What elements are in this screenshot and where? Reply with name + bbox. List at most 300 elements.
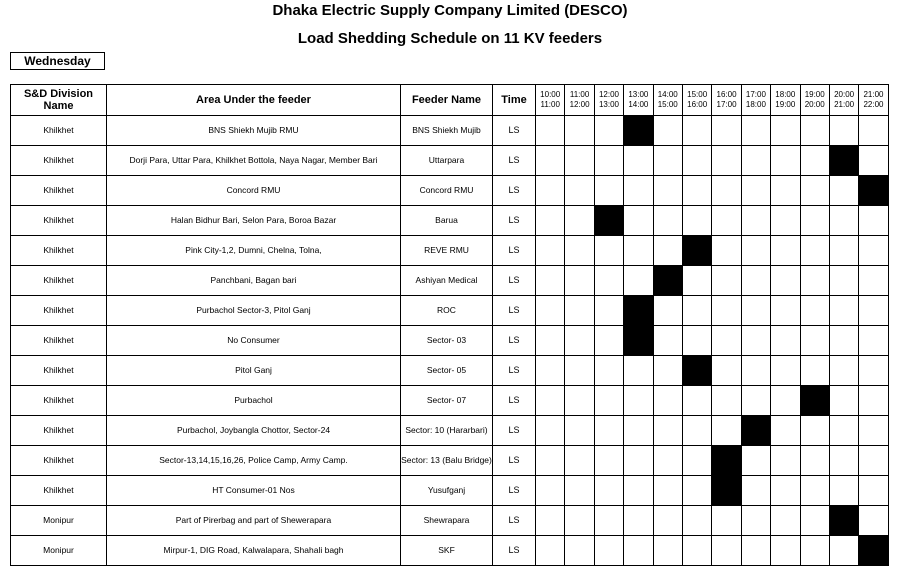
division-cell: Khilkhet (11, 206, 107, 236)
shedding-slot-empty (624, 236, 653, 266)
slot-start: 11:00 (569, 90, 590, 99)
area-cell: Concord RMU (107, 176, 401, 206)
shedding-slot-empty (712, 386, 741, 416)
shedding-slot-filled (741, 416, 770, 446)
time-cell: LS (493, 116, 536, 146)
shedding-slot-empty (859, 326, 888, 356)
shedding-slot-empty (682, 386, 711, 416)
shedding-slot-filled (712, 446, 741, 476)
shedding-slot-empty (653, 356, 682, 386)
shedding-slot-empty (565, 446, 594, 476)
shedding-slot-empty (771, 146, 800, 176)
header-slot (653, 85, 682, 116)
header-slot (800, 85, 829, 116)
shedding-slot-empty (800, 296, 829, 326)
shedding-slot-empty (829, 266, 858, 296)
feeder-cell: Sector- 05 (401, 356, 493, 386)
shedding-slot-empty (712, 356, 741, 386)
shedding-slot-empty (536, 296, 565, 326)
shedding-slot-empty (653, 446, 682, 476)
shedding-slot-empty (653, 386, 682, 416)
table-row (11, 446, 889, 476)
header-slot (829, 85, 858, 116)
shedding-slot-empty (536, 386, 565, 416)
shedding-slot-empty (565, 386, 594, 416)
shedding-slot-empty (565, 356, 594, 386)
shedding-slot-empty (682, 176, 711, 206)
shedding-slot-empty (771, 266, 800, 296)
division-cell: Khilkhet (11, 266, 107, 296)
shedding-slot-empty (594, 266, 623, 296)
shedding-slot-empty (741, 236, 770, 266)
time-cell: LS (493, 296, 536, 326)
table-row (11, 506, 889, 536)
shedding-slot-empty (594, 326, 623, 356)
time-cell: LS (493, 386, 536, 416)
shedding-slot-empty (712, 416, 741, 446)
shedding-slot-empty (682, 296, 711, 326)
slot-end: 12:00 (569, 100, 590, 109)
shedding-slot-empty (682, 206, 711, 236)
shedding-slot-empty (741, 536, 770, 566)
shedding-slot-empty (536, 146, 565, 176)
company-title: Dhaka Electric Supply Company Limited (DESCO) (272, 2, 628, 19)
shedding-slot-empty (771, 296, 800, 326)
shedding-slot-empty (800, 536, 829, 566)
shedding-slot-empty (771, 236, 800, 266)
table-row (11, 266, 889, 296)
division-cell: Khilkhet (11, 416, 107, 446)
shedding-slot-empty (624, 176, 653, 206)
shedding-slot-empty (594, 386, 623, 416)
slot-start: 19:00 (804, 90, 825, 99)
shedding-slot-empty (859, 236, 888, 266)
shedding-slot-filled (712, 476, 741, 506)
shedding-slot-empty (653, 416, 682, 446)
slot-start: 14:00 (657, 90, 678, 99)
slot-end: 21:00 (834, 100, 855, 109)
feeder-cell: Ashiyan Medical (401, 266, 493, 296)
header-slot (624, 85, 653, 116)
shedding-slot-filled (594, 206, 623, 236)
shedding-slot-empty (624, 506, 653, 536)
shedding-slot-empty (829, 356, 858, 386)
shedding-slot-empty (712, 326, 741, 356)
shedding-slot-empty (800, 146, 829, 176)
shedding-slot-empty (800, 356, 829, 386)
shedding-slot-empty (800, 176, 829, 206)
shedding-slot-empty (594, 176, 623, 206)
time-cell: LS (493, 476, 536, 506)
slot-end: 20:00 (804, 100, 825, 109)
shedding-slot-empty (624, 206, 653, 236)
table-row (11, 176, 889, 206)
shedding-slot-empty (536, 266, 565, 296)
division-cell: Khilkhet (11, 116, 107, 146)
shedding-slot-empty (741, 176, 770, 206)
shedding-slot-filled (624, 116, 653, 146)
slot-start: 12:00 (598, 90, 619, 99)
shedding-slot-empty (829, 116, 858, 146)
shedding-slot-empty (653, 296, 682, 326)
shedding-slot-filled (653, 266, 682, 296)
shedding-slot-empty (829, 296, 858, 326)
area-cell: No Consumer (107, 326, 401, 356)
shedding-slot-empty (741, 506, 770, 536)
division-cell: Khilkhet (11, 146, 107, 176)
slot-end: 15:00 (657, 100, 678, 109)
feeder-cell: Sector- 03 (401, 326, 493, 356)
shedding-slot-empty (800, 476, 829, 506)
shedding-slot-empty (859, 476, 888, 506)
table-row (11, 116, 889, 146)
area-cell: Panchbani, Bagan bari (107, 266, 401, 296)
header-slot (594, 85, 623, 116)
feeder-cell: Concord RMU (401, 176, 493, 206)
shedding-slot-empty (829, 476, 858, 506)
feeder-cell: Barua (401, 206, 493, 236)
shedding-slot-empty (682, 536, 711, 566)
area-cell: Dorji Para, Uttar Para, Khilkhet Bottola, Naya Nagar, Member Bari (107, 146, 401, 176)
slot-end: 22:00 (863, 100, 884, 109)
shedding-slot-empty (594, 476, 623, 506)
shedding-slot-empty (565, 326, 594, 356)
shedding-slot-empty (682, 476, 711, 506)
shedding-slot-empty (771, 386, 800, 416)
shedding-slot-empty (682, 146, 711, 176)
shedding-slot-empty (741, 326, 770, 356)
area-cell: Sector-13,14,15,16,26, Police Camp, Army Camp. (107, 446, 401, 476)
day-label: Wednesday (10, 52, 105, 70)
shedding-slot-empty (741, 296, 770, 326)
slot-end: 13:00 (598, 100, 619, 109)
schedule-subtitle: Load Shedding Schedule on 11 KV feeders (297, 30, 603, 47)
table-row (11, 416, 889, 446)
header-time: Time (493, 85, 536, 116)
shedding-slot-empty (594, 536, 623, 566)
table-row (11, 206, 889, 236)
slot-start: 18:00 (775, 90, 796, 99)
header-division: S&D Division Name (11, 85, 107, 116)
time-cell: LS (493, 146, 536, 176)
shedding-slot-empty (565, 536, 594, 566)
division-cell: Khilkhet (11, 326, 107, 356)
slot-start: 21:00 (863, 90, 884, 99)
shedding-slot-empty (712, 536, 741, 566)
slot-end: 14:00 (628, 100, 649, 109)
shedding-slot-empty (859, 296, 888, 326)
shedding-slot-empty (565, 476, 594, 506)
shedding-slot-empty (712, 146, 741, 176)
time-cell: LS (493, 326, 536, 356)
shedding-slot-filled (800, 386, 829, 416)
shedding-slot-empty (653, 146, 682, 176)
shedding-slot-empty (653, 476, 682, 506)
shedding-slot-empty (829, 326, 858, 356)
shedding-slot-empty (741, 356, 770, 386)
shedding-slot-empty (565, 176, 594, 206)
shedding-slot-empty (741, 146, 770, 176)
shedding-slot-empty (653, 236, 682, 266)
time-cell: LS (493, 176, 536, 206)
shedding-slot-empty (800, 236, 829, 266)
division-cell: Khilkhet (11, 446, 107, 476)
area-cell: Purbachol, Joybangla Chottor, Sector-24 (107, 416, 401, 446)
header-slot (682, 85, 711, 116)
time-cell: LS (493, 266, 536, 296)
shedding-slot-empty (771, 476, 800, 506)
shedding-slot-filled (859, 176, 888, 206)
division-cell: Khilkhet (11, 296, 107, 326)
shedding-slot-empty (829, 416, 858, 446)
shedding-slot-empty (771, 446, 800, 476)
shedding-slot-empty (565, 206, 594, 236)
shedding-slot-empty (565, 116, 594, 146)
shedding-slot-empty (624, 446, 653, 476)
shedding-slot-empty (800, 416, 829, 446)
shedding-slot-empty (712, 296, 741, 326)
shedding-slot-empty (771, 536, 800, 566)
slot-end: 19:00 (775, 100, 796, 109)
shedding-slot-empty (624, 356, 653, 386)
feeder-cell: Sector: 10 (Hararbari) (401, 416, 493, 446)
shedding-slot-empty (682, 116, 711, 146)
shedding-slot-empty (771, 176, 800, 206)
schedule-rows (11, 116, 889, 566)
area-cell: Pitol Ganj (107, 356, 401, 386)
shedding-slot-empty (800, 326, 829, 356)
area-cell: HT Consumer-01 Nos (107, 476, 401, 506)
shedding-slot-empty (800, 446, 829, 476)
table-row (11, 296, 889, 326)
table-row (11, 386, 889, 416)
load-shedding-table (10, 84, 889, 566)
shedding-slot-empty (859, 506, 888, 536)
header-slot (712, 85, 741, 116)
shedding-slot-empty (859, 416, 888, 446)
header-slot (771, 85, 800, 116)
shedding-slot-filled (624, 326, 653, 356)
shedding-slot-empty (536, 476, 565, 506)
shedding-slot-empty (800, 206, 829, 236)
time-cell: LS (493, 446, 536, 476)
shedding-slot-empty (741, 266, 770, 296)
shedding-slot-empty (800, 506, 829, 536)
shedding-slot-empty (565, 416, 594, 446)
feeder-cell: SKF (401, 536, 493, 566)
feeder-cell: ROC (401, 296, 493, 326)
time-cell: LS (493, 236, 536, 266)
shedding-slot-empty (829, 206, 858, 236)
shedding-slot-filled (624, 296, 653, 326)
shedding-slot-empty (653, 206, 682, 236)
shedding-slot-empty (859, 446, 888, 476)
shedding-slot-empty (624, 266, 653, 296)
header-feeder: Feeder Name (401, 85, 493, 116)
shedding-slot-empty (859, 266, 888, 296)
table-row (11, 536, 889, 566)
feeder-cell: Sector- 07 (401, 386, 493, 416)
shedding-slot-empty (565, 146, 594, 176)
shedding-slot-empty (536, 356, 565, 386)
shedding-slot-empty (594, 446, 623, 476)
shedding-slot-empty (682, 416, 711, 446)
shedding-slot-empty (859, 146, 888, 176)
feeder-cell: BNS Shiekh Mujib (401, 116, 493, 146)
table-row (11, 356, 889, 386)
shedding-slot-empty (712, 206, 741, 236)
table-row (11, 236, 889, 266)
shedding-slot-empty (712, 176, 741, 206)
shedding-slot-empty (682, 266, 711, 296)
shedding-slot-empty (741, 446, 770, 476)
slot-start: 10:00 (540, 90, 561, 99)
shedding-slot-empty (741, 476, 770, 506)
header-slot (565, 85, 594, 116)
header-slot (536, 85, 565, 116)
area-cell: Halan Bidhur Bari, Selon Para, Boroa Bazar (107, 206, 401, 236)
shedding-slot-empty (829, 236, 858, 266)
shedding-slot-empty (712, 266, 741, 296)
shedding-slot-empty (536, 236, 565, 266)
division-cell: Monipur (11, 536, 107, 566)
slot-start: 15:00 (687, 90, 708, 99)
shedding-slot-empty (829, 386, 858, 416)
shedding-slot-empty (800, 266, 829, 296)
shedding-slot-empty (712, 116, 741, 146)
area-cell: Mirpur-1, DIG Road, Kalwalapara, Shahali bagh (107, 536, 401, 566)
shedding-slot-empty (829, 536, 858, 566)
feeder-cell: Yusufganj (401, 476, 493, 506)
slot-end: 16:00 (687, 100, 708, 109)
shedding-slot-empty (859, 206, 888, 236)
shedding-slot-empty (771, 326, 800, 356)
slot-start: 13:00 (628, 90, 649, 99)
shedding-slot-empty (859, 356, 888, 386)
slot-start: 20:00 (834, 90, 855, 99)
table-row (11, 326, 889, 356)
shedding-slot-empty (536, 176, 565, 206)
shedding-slot-empty (712, 506, 741, 536)
shedding-slot-empty (594, 116, 623, 146)
shedding-slot-empty (771, 506, 800, 536)
division-cell: Khilkhet (11, 476, 107, 506)
shedding-slot-empty (682, 506, 711, 536)
shedding-slot-empty (653, 326, 682, 356)
header-row (11, 85, 889, 116)
feeder-cell: Sector: 13 (Balu Bridge) (401, 446, 493, 476)
shedding-slot-empty (829, 446, 858, 476)
shedding-slot-empty (536, 506, 565, 536)
header-slot (741, 85, 770, 116)
shedding-slot-filled (682, 236, 711, 266)
header-slot (859, 85, 888, 116)
feeder-cell: Uttarpara (401, 146, 493, 176)
shedding-slot-empty (565, 506, 594, 536)
shedding-slot-empty (594, 236, 623, 266)
slot-end: 18:00 (745, 100, 766, 109)
area-cell: Pink City-1,2, Dumni, Chelna, Tolna, (107, 236, 401, 266)
shedding-slot-empty (536, 536, 565, 566)
shedding-slot-empty (594, 506, 623, 536)
shedding-slot-empty (624, 386, 653, 416)
division-cell: Khilkhet (11, 176, 107, 206)
feeder-cell: REVE RMU (401, 236, 493, 266)
shedding-slot-empty (859, 116, 888, 146)
time-cell: LS (493, 356, 536, 386)
shedding-slot-empty (565, 236, 594, 266)
shedding-slot-empty (565, 296, 594, 326)
shedding-slot-empty (594, 146, 623, 176)
time-cell: LS (493, 536, 536, 566)
shedding-slot-empty (653, 116, 682, 146)
shedding-slot-empty (536, 326, 565, 356)
shedding-slot-empty (859, 386, 888, 416)
shedding-slot-empty (624, 536, 653, 566)
table-row (11, 476, 889, 506)
division-cell: Khilkhet (11, 236, 107, 266)
shedding-slot-filled (829, 146, 858, 176)
shedding-slot-empty (771, 116, 800, 146)
shedding-slot-empty (594, 296, 623, 326)
shedding-slot-empty (536, 206, 565, 236)
shedding-slot-empty (741, 116, 770, 146)
shedding-slot-empty (594, 416, 623, 446)
shedding-slot-empty (771, 356, 800, 386)
shedding-slot-empty (653, 176, 682, 206)
shedding-slot-empty (829, 176, 858, 206)
shedding-slot-empty (624, 476, 653, 506)
slot-end: 11:00 (540, 100, 560, 109)
slot-start: 17:00 (745, 90, 766, 99)
area-cell: Purbachol Sector-3, Pitol Ganj (107, 296, 401, 326)
shedding-slot-empty (653, 506, 682, 536)
shedding-slot-empty (682, 446, 711, 476)
time-cell: LS (493, 416, 536, 446)
area-cell: BNS Shiekh Mujib RMU (107, 116, 401, 146)
shedding-slot-empty (771, 206, 800, 236)
division-cell: Monipur (11, 506, 107, 536)
shedding-slot-empty (536, 116, 565, 146)
division-cell: Khilkhet (11, 356, 107, 386)
shedding-slot-filled (859, 536, 888, 566)
shedding-slot-empty (682, 326, 711, 356)
header-area: Area Under the feeder (107, 85, 401, 116)
shedding-slot-filled (829, 506, 858, 536)
shedding-slot-filled (682, 356, 711, 386)
feeder-cell: Shewrapara (401, 506, 493, 536)
table-row (11, 146, 889, 176)
area-cell: Part of Pirerbag and part of Shewerapara (107, 506, 401, 536)
shedding-slot-empty (536, 416, 565, 446)
area-cell: Purbachol (107, 386, 401, 416)
shedding-slot-empty (712, 236, 741, 266)
slot-end: 17:00 (716, 100, 737, 109)
shedding-slot-empty (653, 536, 682, 566)
shedding-slot-empty (741, 206, 770, 236)
shedding-slot-empty (800, 116, 829, 146)
shedding-slot-empty (594, 356, 623, 386)
time-cell: LS (493, 506, 536, 536)
shedding-slot-empty (624, 416, 653, 446)
shedding-slot-empty (741, 386, 770, 416)
shedding-slot-empty (771, 416, 800, 446)
shedding-slot-empty (536, 446, 565, 476)
slot-start: 16:00 (716, 90, 737, 99)
division-cell: Khilkhet (11, 386, 107, 416)
shedding-slot-empty (565, 266, 594, 296)
time-cell: LS (493, 206, 536, 236)
